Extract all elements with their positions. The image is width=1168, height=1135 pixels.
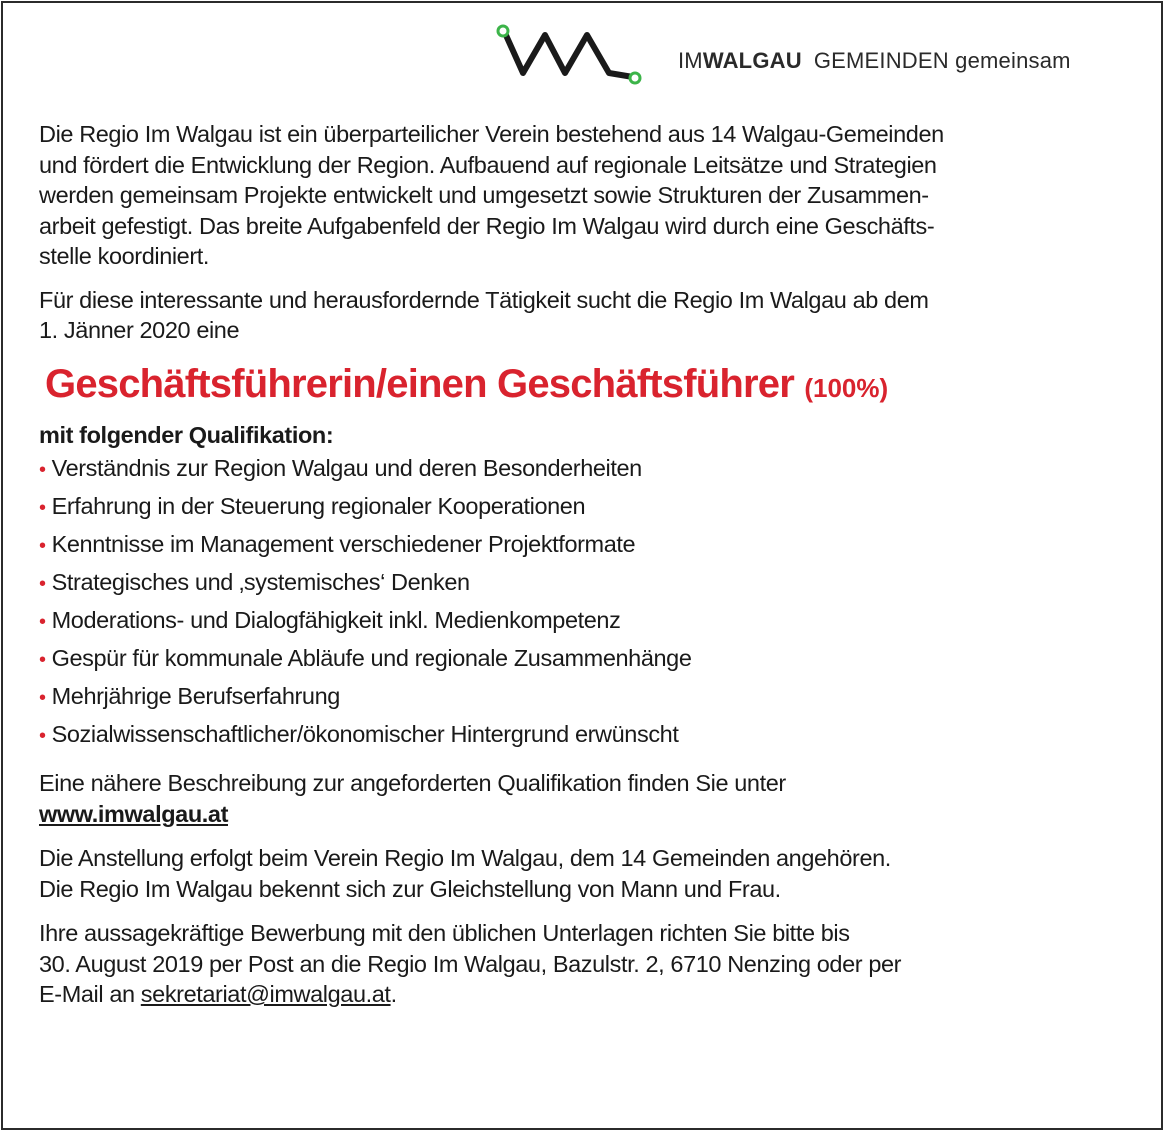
description-text: Eine nähere Beschreibung zur angeforderten Qualifikation finden Sie unter xyxy=(39,770,786,796)
logo-wordmark xyxy=(678,48,1071,74)
job-title xyxy=(45,358,1139,414)
job-ad-frame xyxy=(1,1,1163,1130)
qualifications-title: mit folgender Qualifikation: xyxy=(39,421,334,448)
ad-content xyxy=(39,119,1139,1010)
application-line: 30. August 2019 per Post an die Regio Im Walgau, Bazulstr. 2, 6710 Nenzing oder per xyxy=(39,950,902,977)
intro-line: arbeit gefestigt. Das breite Aufgabenfeld der Regio Im Walgau wird durch eine Geschäfts- xyxy=(39,212,935,239)
bullet-icon: • xyxy=(39,725,46,747)
logo-im: IM xyxy=(678,48,703,73)
intro-paragraph xyxy=(39,119,1139,272)
list-item: • Gespür für kommunale Abläufe und regionale Zusammenhänge xyxy=(39,645,692,671)
bullet-icon: • xyxy=(39,535,46,557)
application-line: Ihre aussagekräftige Bewerbung mit den üblichen Unterlagen richten Sie bitte bis xyxy=(39,920,850,946)
list-item: • Verständnis zur Region Walgau und deren Besonderheiten xyxy=(39,455,642,481)
bullet-icon: • xyxy=(39,497,46,519)
intro-line: Die Regio Im Walgau ist ein überparteilicher Verein bestehend aus 14 Walgau-Gemeinden xyxy=(39,121,944,147)
list-item: • Mehrjährige Berufserfahrung xyxy=(39,683,340,709)
job-title-text: Geschäftsführerin/einen Geschäftsführer xyxy=(45,361,795,406)
website-link[interactable]: www.imwalgau.at xyxy=(39,800,228,827)
application-line-prefix: E-Mail an xyxy=(39,981,135,1007)
walgau-wave-icon xyxy=(493,21,653,91)
job-title-percent: (100%) xyxy=(804,372,889,403)
employment-line: Die Anstellung erfolgt beim Verein Regio Im Walgau, dem 14 Gemeinden angehören. xyxy=(39,845,891,871)
bullet-icon: • xyxy=(39,649,46,671)
intro-line: stelle koordiniert. xyxy=(39,243,210,269)
description-paragraph xyxy=(39,768,1139,829)
employment-paragraph xyxy=(39,843,1139,904)
list-item: • Sozialwissenschaftlicher/ökonomischer Hintergrund erwünscht xyxy=(39,721,679,747)
bullet-icon: • xyxy=(39,687,46,709)
list-item: • Strategisches und ‚systemisches‘ Denken xyxy=(39,569,470,595)
logo-tagline: GEMEINDEN gemeinsam xyxy=(813,48,1071,73)
search-line: 1. Jänner 2020 eine xyxy=(39,317,240,343)
intro-line: und fördert die Entwicklung der Region. Aufbauend auf regionale Leitsätze und Strategien xyxy=(39,151,937,178)
search-paragraph xyxy=(39,285,1139,346)
list-item: • Moderations- und Dialogfähigkeit inkl. Medienkompetenz xyxy=(39,607,621,633)
bullet-icon: • xyxy=(39,573,46,595)
bullet-icon: • xyxy=(39,459,46,481)
list-item: • Erfahrung in der Steuerung regionaler Kooperationen xyxy=(39,493,586,519)
intro-line: werden gemeinsam Projekte entwickelt und umgesetzt sowie Strukturen der Zusammen- xyxy=(39,182,929,208)
list-item: • Kenntnisse im Management verschiedener Projektformate xyxy=(39,531,636,557)
email-link[interactable]: sekretariat@imwalgau.at xyxy=(140,981,391,1007)
search-line: Für diese interessante und herausfordernde Tätigkeit sucht die Regio Im Walgau ab dem xyxy=(39,286,929,313)
qualifications-list xyxy=(39,450,1139,754)
application-line-suffix: . xyxy=(390,981,397,1007)
imwalgau-logo xyxy=(493,21,1153,91)
application-paragraph xyxy=(39,918,1139,1010)
logo-walgau: WALGAU xyxy=(702,48,802,73)
employment-line: Die Regio Im Walgau bekennt sich zur Gleichstellung von Mann und Frau. xyxy=(39,875,781,902)
bullet-icon: • xyxy=(39,611,46,633)
